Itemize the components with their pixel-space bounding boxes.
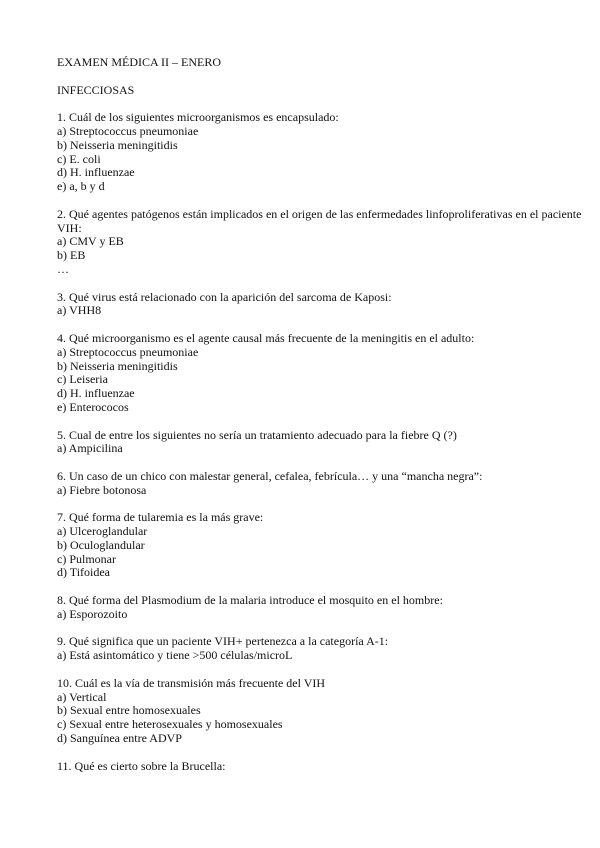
question-text: 7. Qué forma de tularemia es la más grave: [57,510,264,525]
question-block [57,677,587,746]
answer-option: b) Sexual entre homosexuales [57,703,201,718]
question-block [57,760,587,774]
question-block [57,332,587,415]
question-text: 5. Cual de entre los siguientes no sería un tratamiento adecuado para la fiebre Q (?) [57,427,457,442]
answer-option: a) Ulceroglandular [57,524,148,539]
answer-option: d) Tifoidea [57,565,111,580]
answer-option: b) Oculoglandular [57,537,145,552]
answer-option: b) EB [57,248,86,263]
question-block [57,291,587,319]
question-text: 9. Qué significa que un paciente VIH+ pertenezca a la categoría A-1: [57,634,389,649]
answer-option: c) Pulmonar [57,551,116,566]
answer-option: a) Fiebre botonosa [57,482,147,497]
question-list [57,111,587,773]
answer-option: a) VHH8 [57,303,102,318]
question-block [57,208,587,277]
answer-option: c) Leiseria [57,372,108,387]
answer-option: d) Sanguínea entre ADVP [57,731,182,746]
answer-option: a) Esporozoito [57,606,128,621]
question-text: 1. Cuál de los siguientes microorganismos es encapsulado: [57,110,339,125]
answer-option: d) H. influenzae [57,165,135,180]
answer-option: b) Neisseria meningitidis [57,137,178,152]
question-block [57,111,587,194]
question-block [57,511,587,580]
section-heading: INFECCIOSAS [57,82,135,97]
answer-option: b) Neisseria meningitidis [57,358,178,373]
question-text: 6. Un caso de un chico con malestar general, cefalea, febrícula… y una “mancha negra”: [57,468,483,483]
answer-option: d) H. influenzae [57,386,135,401]
answer-option: c) Sexual entre heterosexuales y homosexuales [57,717,283,732]
question-block [57,635,587,663]
answer-option: e) a, b y d [57,179,105,194]
answer-option: e) Enterococos [57,399,129,414]
answer-option: … [57,261,69,276]
answer-option: c) E. coli [57,151,101,166]
question-text: 8. Qué forma del Plasmodium de la malaria introduce el mosquito en el hombre: [57,593,443,608]
exam-title: EXAMEN MÉDICA II – ENERO [57,55,221,69]
answer-option: a) Streptococcus pneumoniae [57,344,199,359]
document-page [57,56,587,787]
question-text: 10. Cuál es la vía de transmisión más frecuente del VIH [57,675,326,690]
answer-option: a) Está asintomático y tiene >500 células/microL [57,648,293,663]
question-text: 2. Qué agentes patógenos están implicados en el origen de las enfermedades linfoproliferativas en el paciente VIH: [57,206,582,235]
question-block [57,429,587,457]
question-text: 3. Qué virus está relacionado con la aparición del sarcoma de Kaposi: [57,289,392,304]
answer-option: a) CMV y EB [57,234,124,249]
answer-option: a) Vertical [57,689,107,704]
question-block [57,594,587,622]
answer-option: a) Streptococcus pneumoniae [57,123,199,138]
question-text: 4. Qué microorganismo es el agente causal más frecuente de la meningitis en el adulto: [57,330,475,345]
question-block [57,470,587,498]
question-text: 11. Qué es cierto sobre la Brucella: [57,758,226,773]
answer-option: a) Ampicilina [57,441,123,456]
